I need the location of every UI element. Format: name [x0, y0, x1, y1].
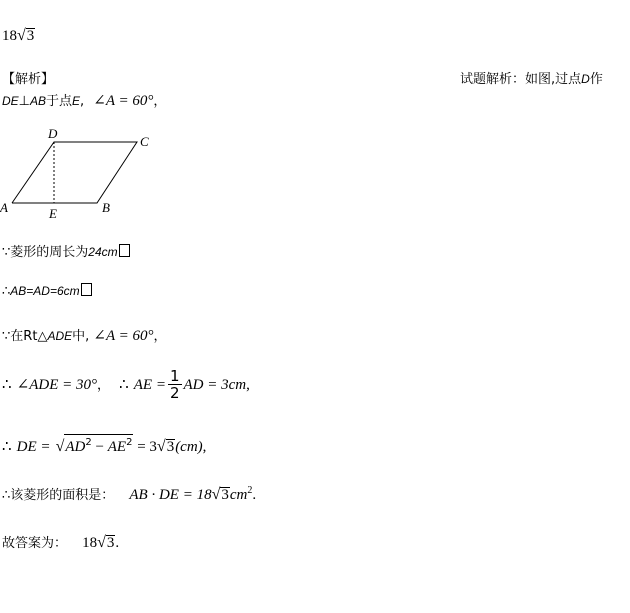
- ae-result: AD = 3cm: [183, 377, 247, 393]
- rad-ae: AE: [107, 439, 127, 455]
- label-d: D: [48, 126, 58, 141]
- final-radicand: 3: [106, 535, 115, 551]
- step3-end: ，: [153, 329, 167, 344]
- seg-ab: AB: [30, 94, 47, 108]
- final-coef: 18: [82, 535, 98, 551]
- seg-de: DE: [2, 94, 19, 108]
- final-end: .: [115, 535, 120, 551]
- sqrt-sign: √: [211, 486, 221, 503]
- angle-a: ∠A = 60°: [93, 93, 154, 109]
- separator: ，: [97, 378, 111, 393]
- placeholder-box: [81, 283, 92, 296]
- sqrt-sign: √: [97, 534, 106, 551]
- step-area: [2, 484, 256, 504]
- sqrt-sign: √: [17, 27, 26, 44]
- perp-symbol: ⊥: [18, 94, 30, 109]
- analysis-intro: [460, 68, 603, 87]
- analysis-intro-text: 试题解析：如图,过点: [460, 72, 582, 87]
- triangle-name: ADE: [47, 329, 73, 343]
- sides-value: AB=AD=6cm: [10, 284, 80, 298]
- label-a: A: [0, 200, 8, 215]
- rhombus-shape: [12, 142, 137, 203]
- ae-expr: AE =: [133, 377, 166, 393]
- rhombus-figure: [0, 124, 170, 224]
- because-symbol: ∵: [2, 245, 11, 260]
- de-expr: DE =: [16, 439, 51, 455]
- radical-expr: [64, 434, 133, 455]
- therefore-symbol: ∴: [2, 377, 12, 393]
- area-sq: 2: [247, 485, 253, 496]
- step6-end: .: [252, 487, 257, 503]
- therefore-symbol-2: ∴: [119, 377, 129, 393]
- because-symbol: ∵: [2, 329, 11, 344]
- analysis-label: 【解析】: [2, 72, 55, 87]
- comma: ,: [80, 94, 85, 109]
- final-answer: [2, 532, 119, 552]
- area-radicand: 3: [221, 487, 229, 503]
- sq-1: 2: [85, 437, 92, 448]
- final-text: 故答案为：: [2, 536, 68, 551]
- label-c: C: [140, 134, 149, 149]
- rt-text: Rt: [23, 329, 38, 344]
- radicand-3: 3: [166, 439, 175, 455]
- point-e: E: [72, 94, 81, 108]
- rad-ad: AD: [65, 439, 86, 455]
- step-perimeter: [2, 241, 130, 260]
- analysis-intro-var: D: [581, 72, 590, 86]
- minus-sign: −: [91, 439, 108, 455]
- unit-cm: (cm): [175, 439, 203, 455]
- fraction-num: 1: [169, 367, 180, 385]
- sqrt-sign: √: [156, 438, 166, 455]
- angle-ade: ∠ADE = 30°: [16, 377, 97, 393]
- perimeter-value: 24cm: [88, 245, 118, 259]
- at-point-text: 于点: [46, 94, 73, 109]
- therefore-symbol: ∴: [2, 284, 11, 299]
- sqrt-sign: √: [55, 438, 65, 455]
- label-b: B: [102, 200, 110, 215]
- area-text: 该菱形的面积是：: [10, 488, 115, 503]
- fraction-den: 2: [169, 384, 180, 402]
- therefore-symbol: ∴: [2, 488, 11, 503]
- area-expr: AB · DE = 18: [129, 487, 212, 503]
- step-sides: [2, 283, 92, 299]
- top-answer-radicand: 3: [26, 28, 35, 44]
- triangle-symbol: △: [37, 329, 48, 344]
- in-text: 在: [10, 329, 24, 344]
- step-de-length: [2, 434, 206, 456]
- step5-end: ,: [202, 439, 207, 455]
- line-perpendicular: [2, 90, 166, 110]
- step4-end: ,: [246, 377, 250, 393]
- angle-a-step3: ∠A = 60°: [93, 328, 154, 344]
- equals-3: = 3: [133, 439, 157, 455]
- sq-2: 2: [126, 437, 133, 448]
- top-answer-coef: 18: [2, 28, 17, 44]
- step-angle-ade: [2, 368, 250, 401]
- line1-end: ，: [153, 94, 167, 109]
- analysis-intro-end: 作: [589, 72, 603, 87]
- step1-text: 菱形的周长为: [10, 245, 89, 260]
- top-answer: [2, 27, 35, 45]
- area-unit: cm: [229, 487, 248, 503]
- fraction-half: [168, 368, 182, 401]
- step-right-triangle: [2, 325, 167, 345]
- label-e: E: [49, 206, 57, 221]
- placeholder-box: [119, 244, 130, 257]
- in-end-text: 中,: [72, 329, 90, 344]
- therefore-symbol: ∴: [2, 439, 12, 455]
